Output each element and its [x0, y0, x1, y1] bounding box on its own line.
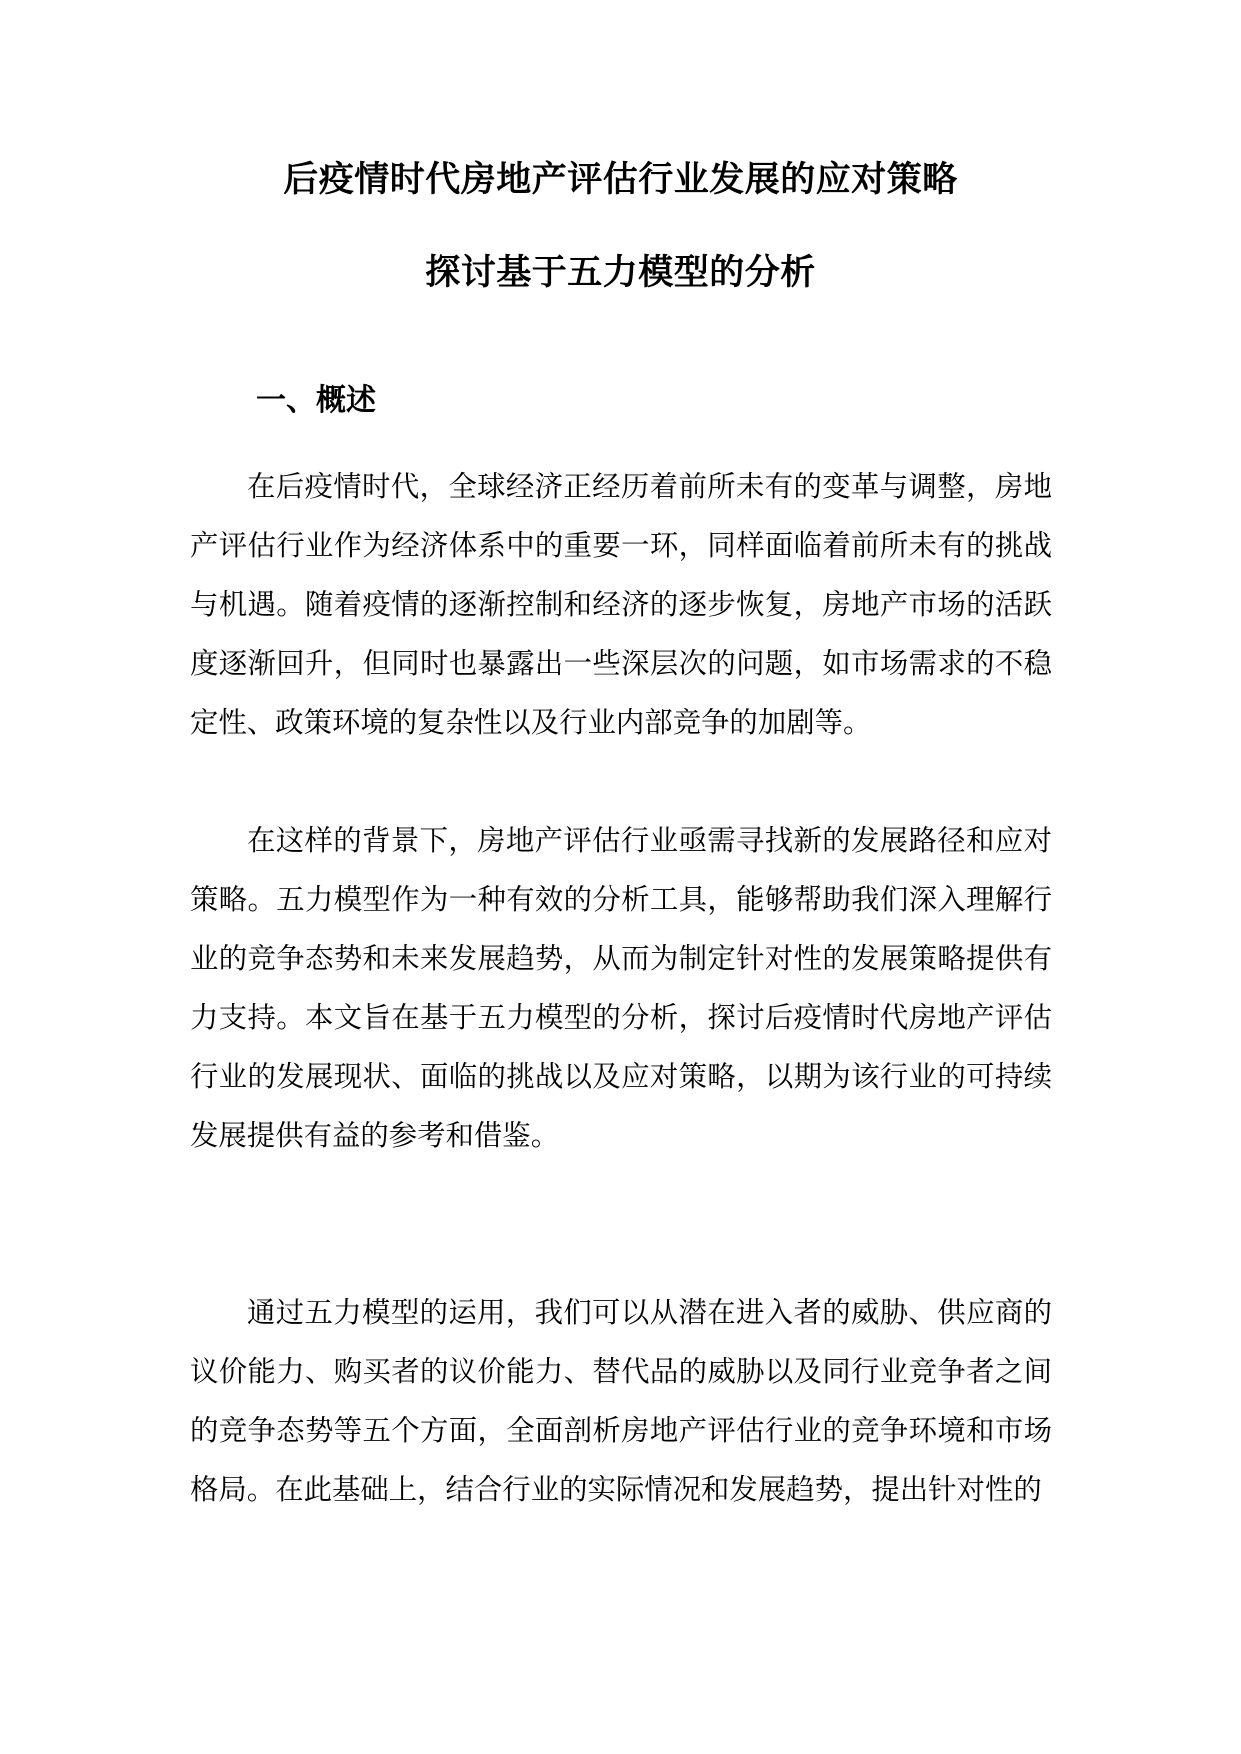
paragraph-1: 在后疫情时代，全球经济正经历着前所未有的变革与调整，房地产评估行业作为经济体系中的重要一环，同样面临着前所未有的挑战与机遇。随着疫情的逐渐控制和经济的逐步恢复，房地产市场的活跃度逐渐回升，但同时也暴露出一些深层次的问题，如市场需求的不稳定性、政策环境的复杂性以及行业内部竞争的加剧等。: [190, 470, 1052, 739]
paragraph-3: 通过五力模型的运用，我们可以从潜在进入者的威胁、供应商的议价能力、购买者的议价能力、替代品的威胁以及同行业竞争者之间的竞争态势等五个方面，全面剖析房地产评估行业的竞争环境和市场格局。在此基础上，结合行业的实际情况和发展趋势，提出针对性的: [190, 1296, 1052, 1506]
document-subtitle: 探讨基于五力模型的分析: [425, 252, 816, 293]
document-title: 后疫情时代房地产评估行业发展的应对策略: [283, 159, 958, 200]
paragraph-2: 在这样的背景下，房地产评估行业亟需寻找新的发展路径和应对策略。五力模型作为一种有效的分析工具，能够帮助我们深入理解行业的竞争态势和未来发展趋势，从而为制定针对性的发展策略提供有力支持。本文旨在基于五力模型的分析，探讨后疫情时代房地产评估行业的发展现状、面临的挑战以及应对策略，以期为该行业的可持续发展提供有益的参考和借鉴。: [190, 824, 1052, 1152]
section-heading-overview: 一、概述: [256, 383, 376, 418]
